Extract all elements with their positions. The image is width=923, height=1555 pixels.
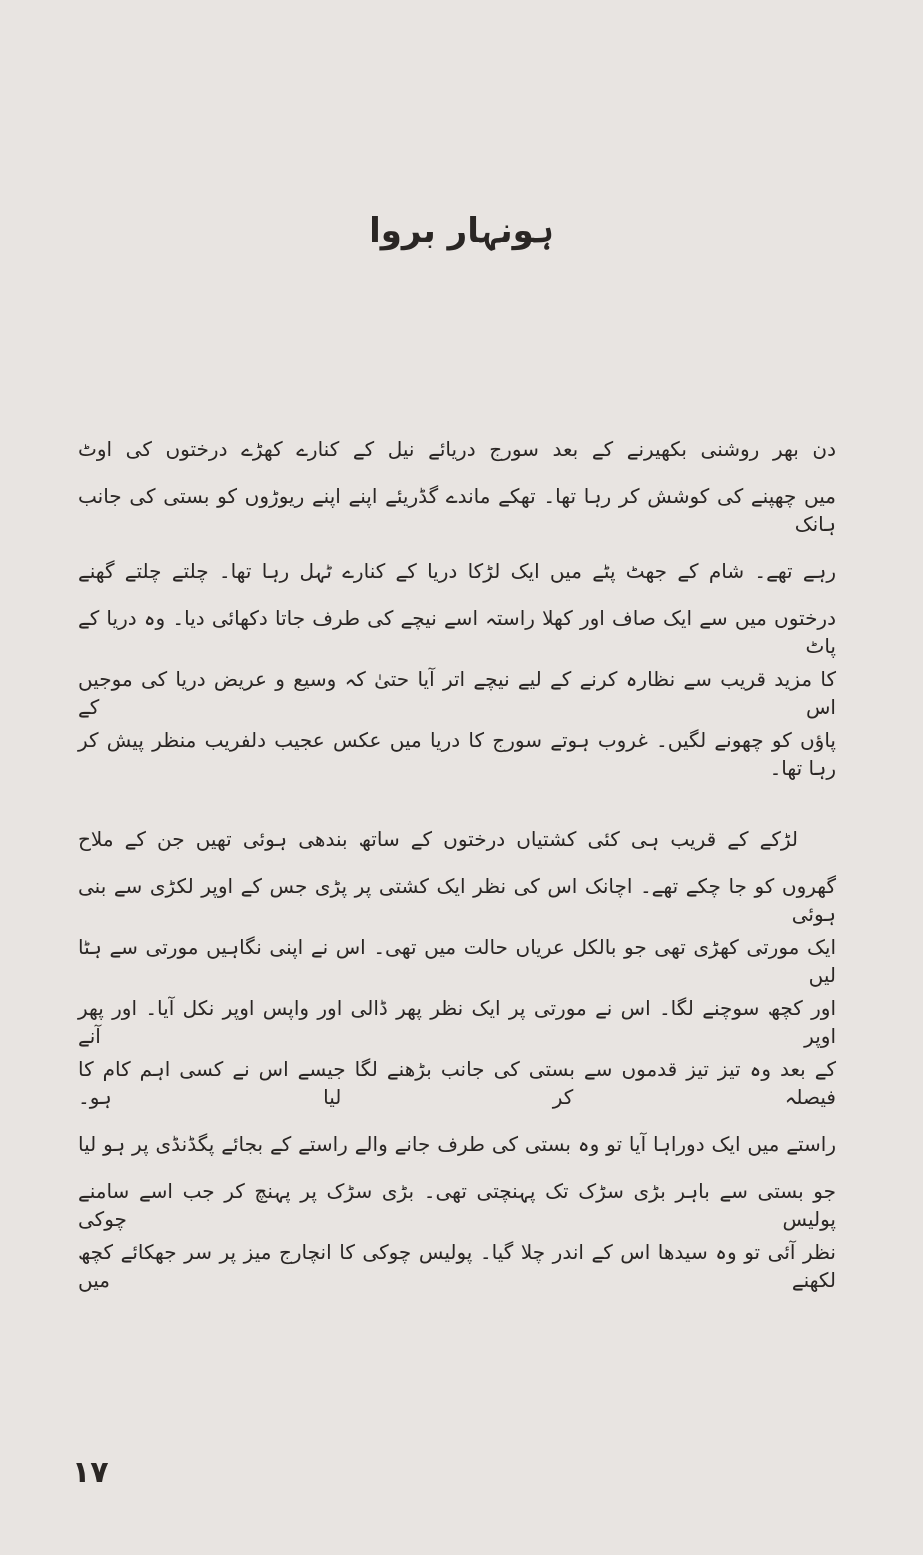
text-line-content: اور کچھ سوچنے لگا۔ اس نے مورتی پر ایک نظر پھر ڈالی اور واپس اوپر نکل آیا۔ اور پھر اوپر آنے: [78, 995, 836, 1048]
paragraph-2: [78, 808, 836, 1296]
text-line: [78, 991, 836, 1052]
text-line-content: نظر آئی تو وہ سیدھا اس کے اندر چلا گیا۔ پولیس چوکی کا انچارج میز پر سر جھکائے کچھ لکھنے میں: [78, 1239, 836, 1292]
text-line-content: دن بھر روشنی بکھیرنے کے بعد سورج دریائے نیل کے کنارے کھڑے درختوں کی اوٹ: [78, 436, 836, 461]
text-line-content: جو بستی سے باہر بڑی سڑک تک پہنچتی تھی۔ بڑی سڑک پر پہنچ کر جب اسے سامنے پولیس چوکی: [78, 1178, 836, 1231]
text-line: [78, 723, 836, 784]
text-line-content: ایک مورتی کھڑی تھی جو بالکل عریاں حالت میں تھی۔ اس نے اپنی نگاہیں مورتی سے ہٹا لیں: [78, 934, 836, 987]
text-line: [78, 540, 836, 601]
text-line-content: راستے میں ایک دوراہا آیا تو وہ بستی کی طرف جانے والے راستے کے بجائے پگڈنڈی پر ہو لیا: [78, 1131, 836, 1156]
text-line-content: کا مزید قریب سے نظارہ کرنے کے لیے نیچے اتر آیا حتیٰ کہ وسیع و عریض دریا کی موجیں اس کے: [78, 666, 836, 719]
text-line: [78, 930, 836, 991]
text-line-content: درختوں میں سے ایک صاف اور کھلا راستہ اسے نیچے کی طرف جاتا دکھائی دیا۔ وہ دریا کے پاٹ: [78, 605, 836, 658]
text-line: [78, 418, 836, 479]
text-line: [78, 1113, 836, 1174]
text-line: [78, 1174, 836, 1235]
text-line: [78, 1052, 836, 1113]
text-line: [78, 479, 836, 540]
text-line-content: میں چھپنے کی کوشش کر رہا تھا۔ تھکے ماندے گڈریئے اپنے اپنے ریوڑوں کو بستی کی جانب ہانک: [78, 483, 836, 536]
text-line-content: گھروں کو جا چکے تھے۔ اچانک اس کی نظر ایک کشتی پر پڑی جس کے اوپر لکڑی سے بنی ہوئی: [78, 873, 836, 926]
paragraph-1: [78, 418, 836, 784]
text-line-content: کے بعد وہ تیز تیز قدموں سے بستی کی جانب بڑھنے لگا جیسے اس نے کسی اہم کام کا فیصلہ کر لیا ہو۔: [78, 1056, 836, 1109]
chapter-title: ہونہار بروا: [369, 211, 554, 251]
text-line: [78, 808, 836, 869]
text-line-content: لڑکے کے قریب ہی کئی کشتیاں درختوں کے ساتھ بندھی ہوئی تھیں جن کے ملاح: [78, 826, 798, 851]
text-line: [78, 601, 836, 662]
text-line-content: پاؤں کو چھونے لگیں۔ غروب ہوتے سورج کا دریا میں عکس عجیب دلفریب منظر پیش کر رہا تھا۔: [78, 727, 836, 780]
text-line: [78, 869, 836, 930]
page-number: ۱۷: [72, 1455, 109, 1490]
text-line-content: رہے تھے۔ شام کے جھٹ پٹے میں ایک لڑکا دریا کے کنارے ٹہل رہا تھا۔ چلتے چلتے گھنے: [78, 558, 836, 583]
text-line: [78, 662, 836, 723]
text-line: [78, 1235, 836, 1296]
